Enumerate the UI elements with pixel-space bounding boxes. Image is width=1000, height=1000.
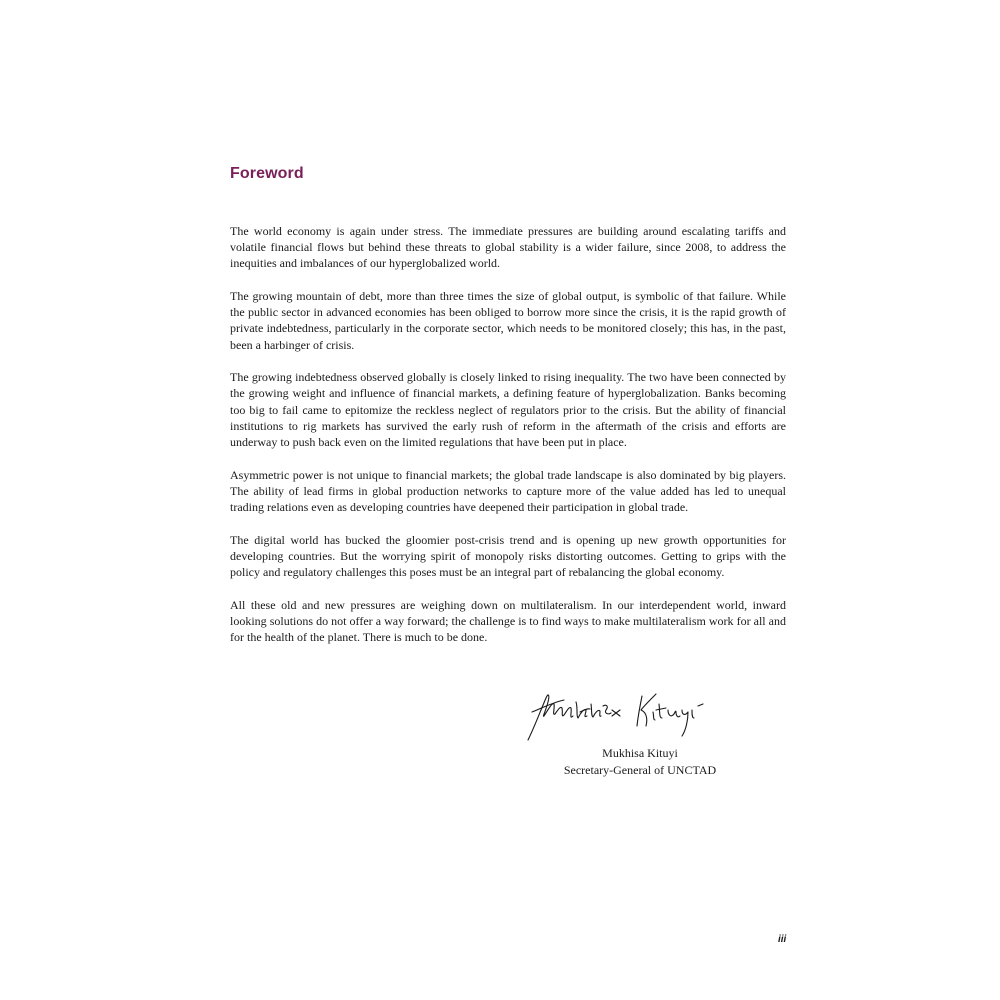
paragraph: Asymmetric power is not unique to financial markets; the global trade landscape is also dominated by big players. The ability of lead firms in global production networks to capture more of the value added has led to unequal trading relations even as developing countries have deepened their participation in global trade. <box>230 467 786 515</box>
signatory-block <box>540 745 740 778</box>
signatory-title: Secretary-General of UNCTAD <box>563 762 717 777</box>
section-heading: Foreword <box>230 165 304 182</box>
paragraph: The digital world has bucked the gloomier post-crisis trend and is opening up new growth opportunities for developing countries. But the worrying spirit of monopoly risks distorting outcomes. Getting to grips with the policy and regulatory challenges this poses must be an integral part of rebalancing the global economy. <box>230 532 786 580</box>
paragraph: The world economy is again under stress. The immediate pressures are building around escalating tariffs and volatile financial flows but behind these threats to global stability is a wider failure, since 2008, to address the inequities and imbalances of our hyperglobalized world. <box>230 224 786 271</box>
signatory-name: Mukhisa Kituyi <box>602 746 678 760</box>
paragraph: The growing indebtedness observed globally is closely linked to rising inequality. The two have been connected by the growing weight and influence of financial markets, a defining feature of hyperglobalization. Banks becoming too big to fail came to epitomize the reckless neglect of regulators prior to the crisis. But the ability of financial institutions to rig markets has survived the early rush of reform in the aftermath of the crisis and efforts are underway to push back even on the limited regulations that have been put in place. <box>230 370 786 450</box>
handwritten-signature <box>520 682 745 746</box>
paragraph: All these old and new pressures are weighing down on multilateralism. In our interdependent world, inward looking solutions do not offer a way forward; the challenge is to find ways to make multilateralism work for all and for the health of the planet. There is much to be done. <box>230 597 786 645</box>
foreword-body <box>230 223 786 662</box>
paragraph: The growing mountain of debt, more than three times the size of global output, is symbolic of that failure. While the public sector in advanced economies has been obliged to borrow more since the crisis, it is the rapid growth of private indebtedness, particularly in the corporate sector, which needs to be monitored closely; this has, in the past, been a harbinger of crisis. <box>230 289 786 352</box>
page-number: iii <box>778 934 787 945</box>
